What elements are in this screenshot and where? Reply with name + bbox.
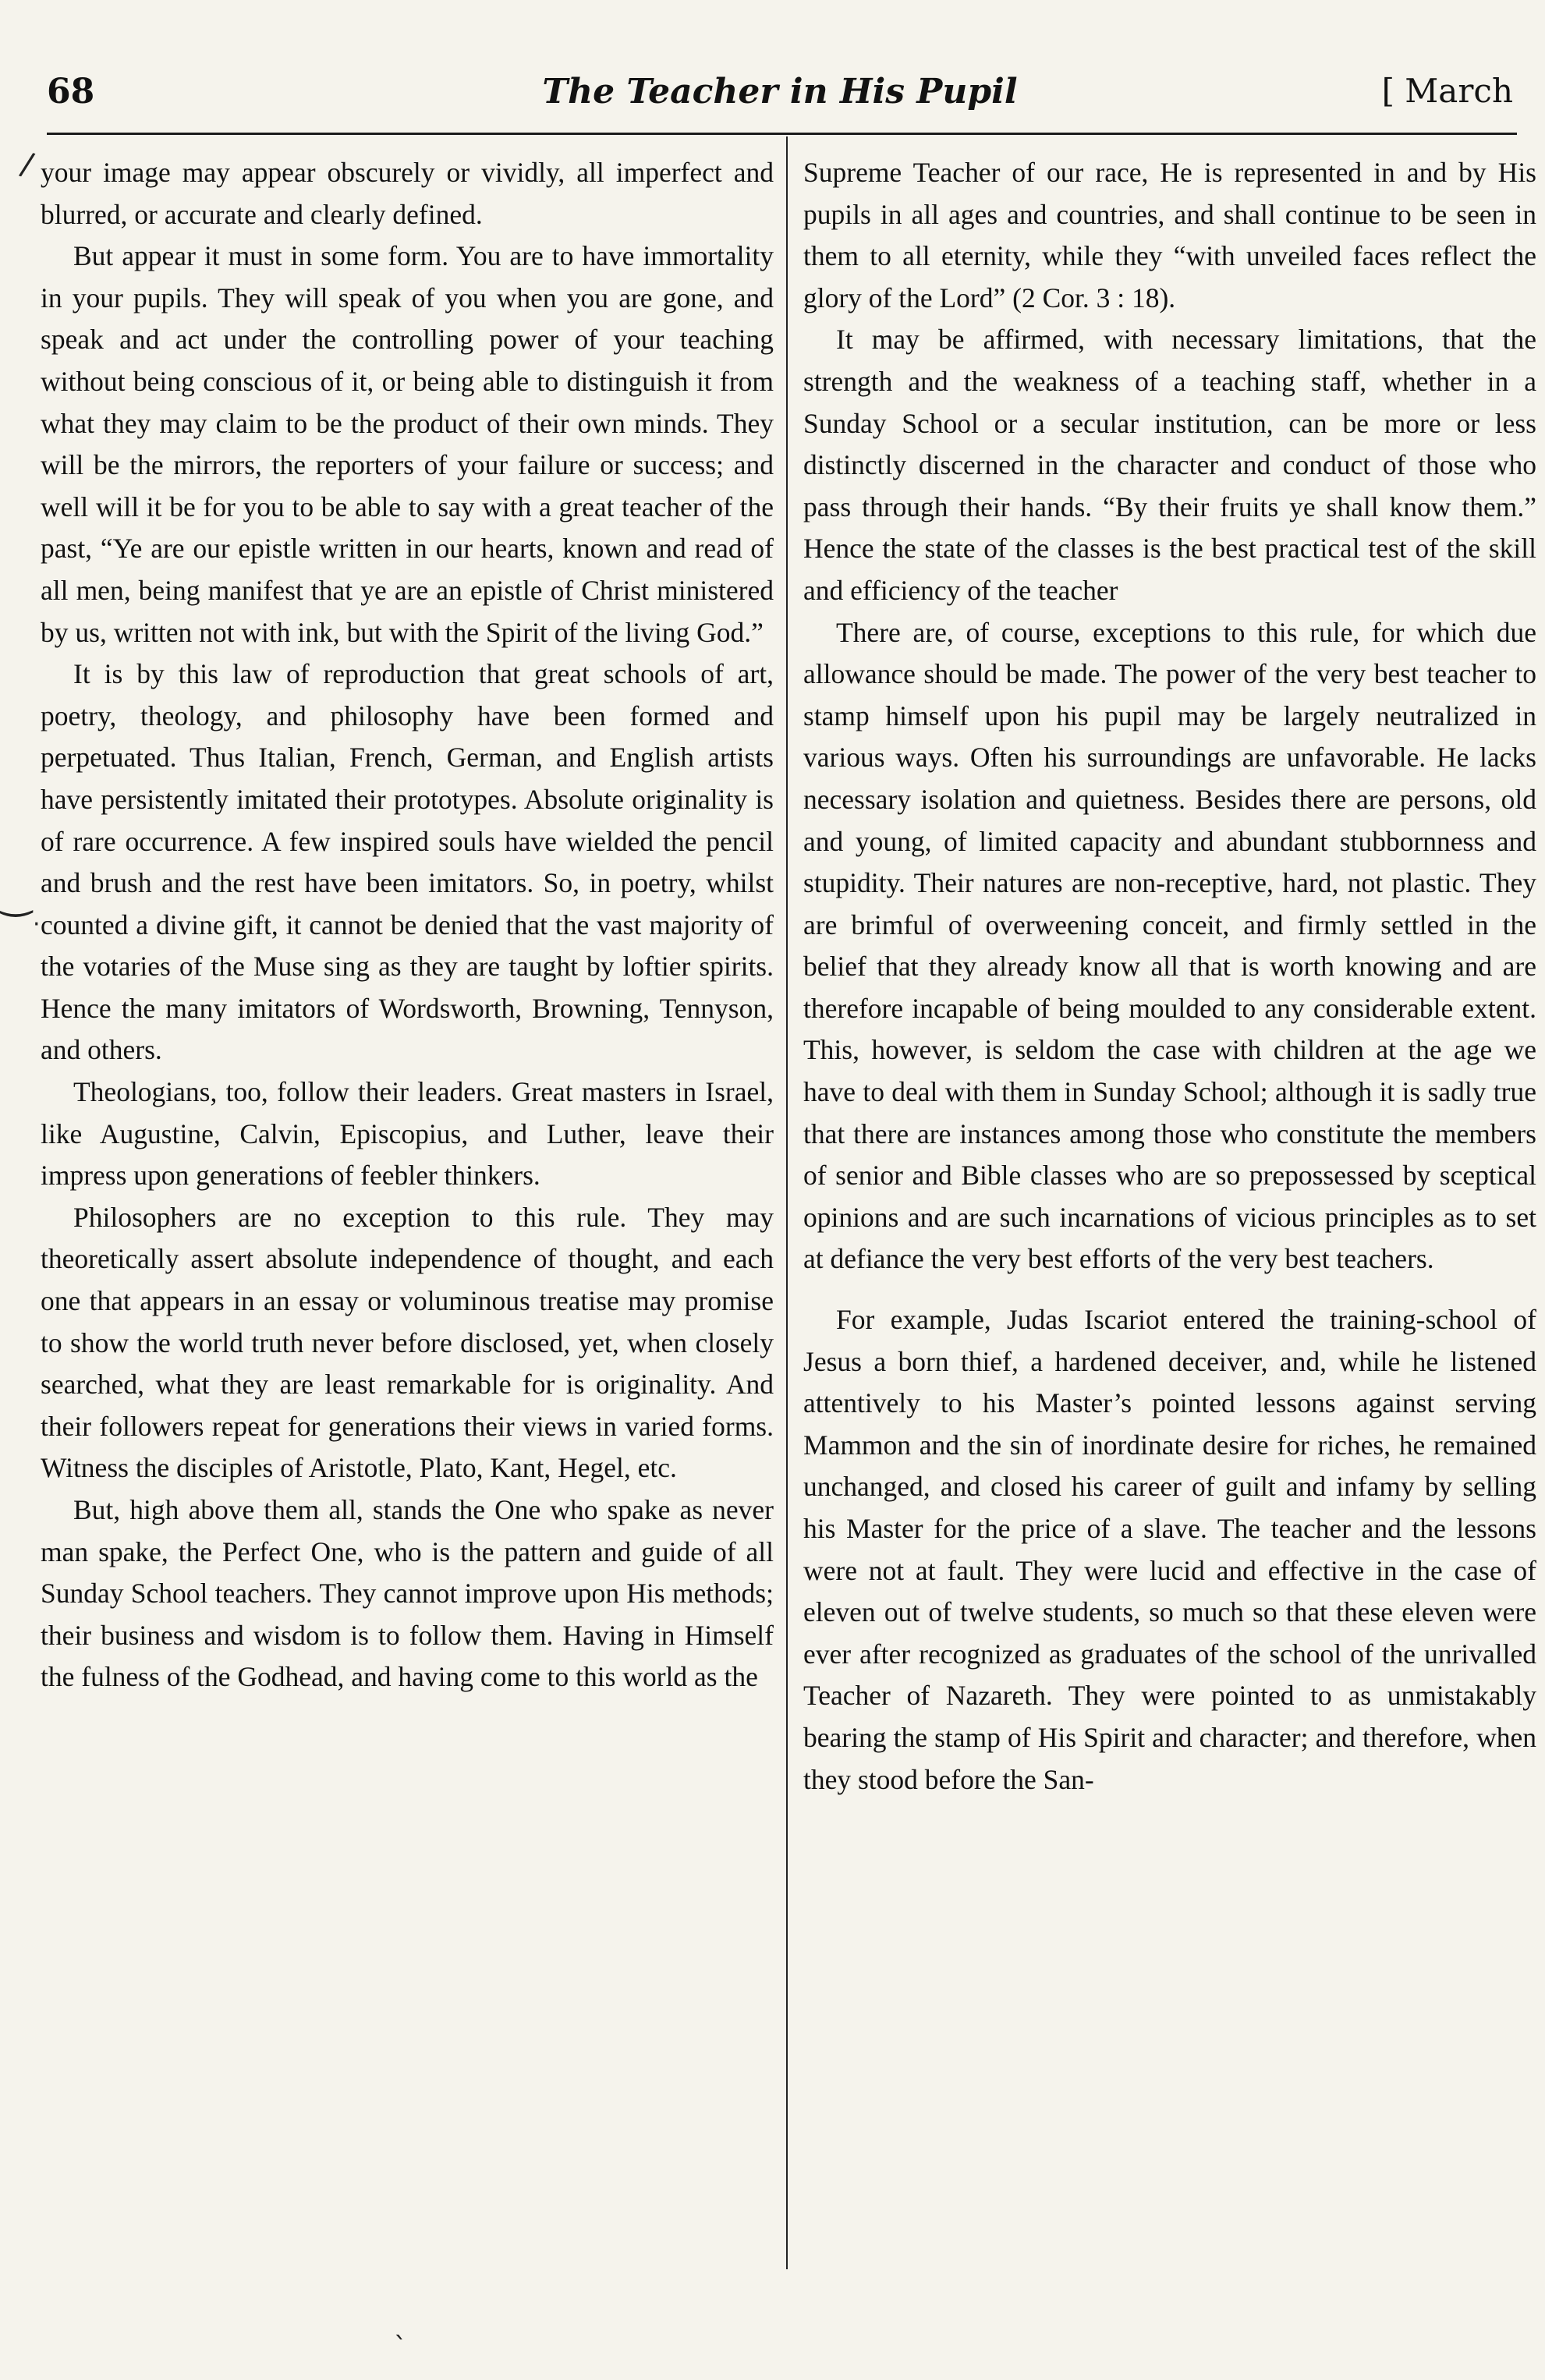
paragraph: But appear it must in some form. You are to have immortality in your pupils. They will speak of you when you are gone, and speak and act under the controlling power of your teaching without being conscious of it, or being able to distinguish it from what they may claim to be the product of their own minds. They will be the mirrors, the reporters of your failure or success; and well will it be for you to be able to say with a great teacher of the past, “Ye are our epistle written in our hearts, known and read of all men, being manifest that ye are an epistle of Christ ministered by us, written not with ink, but with the Spirit of the living God.” (41, 240, 774, 648)
paragraph: It may be affirmed, with necessary limitations, that the strength and the weakness of a teaching staff, whether in a Sunday School or a secular institution, can be more or less distinctly discerned in the character and conduct of those who pass through their hands. “By their fruits ye shall know them.” Hence the state of the classes is the best practical test of the skill and efficiency of the teacher (803, 324, 1536, 606)
paragraph: There are, of course, exceptions to this rule, for which due allowance should be made. The power of the very best teacher to stamp himself upon his pupil may be largely neutralized in various ways. Often his surroundings are unfavorable. He lacks necessary isolation and quietness. Besides there are persons, old and young, of limited capacity and abundant stubbornness and stupidity. Their natures are non-receptive, hard, not plastic. They are brimful of overweening conceit, and firmly settled in the belief that they already know all that is worth knowing and are therefore incapable of being moulded to any considerable extent. This, however, is seldom the case with children at the age we have to deal with them in Sunday School; although it is sadly true that there are instances among those who constitute the members of senior and Bible classes who are so prepossessed by sceptical opinions and are such incarnations of vicious principles as to set at defiance the very best efforts of the very best teachers. (803, 616, 1536, 1275)
paragraph: Theologians, too, follow their leaders. Great masters in Israel, like Augustine, Calvin, Episcopius, and Luther, leave their impress upon generations of feebler thinkers. (41, 1076, 774, 1192)
paragraph: Philosophers are no exception to this rule. They may theoretically assert absolute independence of thought, and each one that appears in an essay or voluminous treatise may promise to show the world truth never before disclosed, yet, when closely searched, what they are least remarkable for is originality. And their followers repeat for generations their views in varied forms. Witness the disciples of Aristotle, Plato, Kant, Hegel, etc. (41, 1201, 774, 1484)
paragraph: Supreme Teacher of our race, He is represented in and by His pupils in all ages and countries, and shall continue to be seen in them to all eternity, while they “with unveiled faces reflect the glory of the Lord” (2 Cor. 3 : 18). (803, 157, 1536, 313)
column-divider (786, 136, 788, 2269)
left-column (41, 152, 774, 1698)
footer-tick-mark: ˋ (394, 2332, 407, 2363)
paragraph: But, high above them all, stands the One who spake as never man spake, the Perfect One, who is the pattern and guide of all Sunday School teachers. They cannot improve upon His methods; their business and wisdom is to follow them. Having in Himself the fulness of the Godhead, and having come to this world as the (41, 1494, 774, 1693)
paragraph: It is by this law of reproduction that great schools of art, poetry, theology, and philosophy have been formed and perpetuated. Thus Italian, French, German, and English artists have persistently imitated their prototypes. Absolute originality is of rare occurrence. A few inspired souls have wielded the pencil and brush and the rest have been imitators. So, in poetry, whilst counted a divine gift, it cannot be denied that the vast majority of the votaries of the Muse sing as they are taught by loftier spirits. Hence the many imitators of Wordsworth, Browning, Tennyson, and others. (41, 658, 774, 1066)
issue-month: [ March (1381, 72, 1513, 110)
page-number: 68 (47, 72, 95, 112)
paragraph: For example, Judas Iscariot entered the training-school of Jesus a born thief, a hardened deceiver, and, while he listened attentively to his Master’s pointed lessons against serving Mammon and the sin of inordinate desire for riches, he remained unchanged, and closed his career of guilt and infamy by selling his Master for the price of a slave. The teacher and the lessons were not at fault. They were lucid and effective in the case of eleven out of twelve students, so much so that these eleven were ever after recognized as graduates of the school of the unrivalled Teacher of Nazareth. They were pointed to as unmistakably bearing the stamp of His Spirit and character; and therefore, when they stood before the San- (803, 1304, 1536, 1795)
margin-dot-mark: · (33, 911, 41, 938)
header-rule (47, 133, 1517, 135)
running-title: The Teacher in His Pupil (542, 72, 1018, 112)
right-column (803, 152, 1536, 1801)
margin-dash-mark: ‿ (0, 872, 32, 917)
paragraph: your image may appear obscurely or vividly, all imperfect and blurred, or accurate and clearly defined. (41, 157, 774, 230)
page-header (47, 72, 1513, 134)
margin-check-mark: / (17, 146, 37, 183)
